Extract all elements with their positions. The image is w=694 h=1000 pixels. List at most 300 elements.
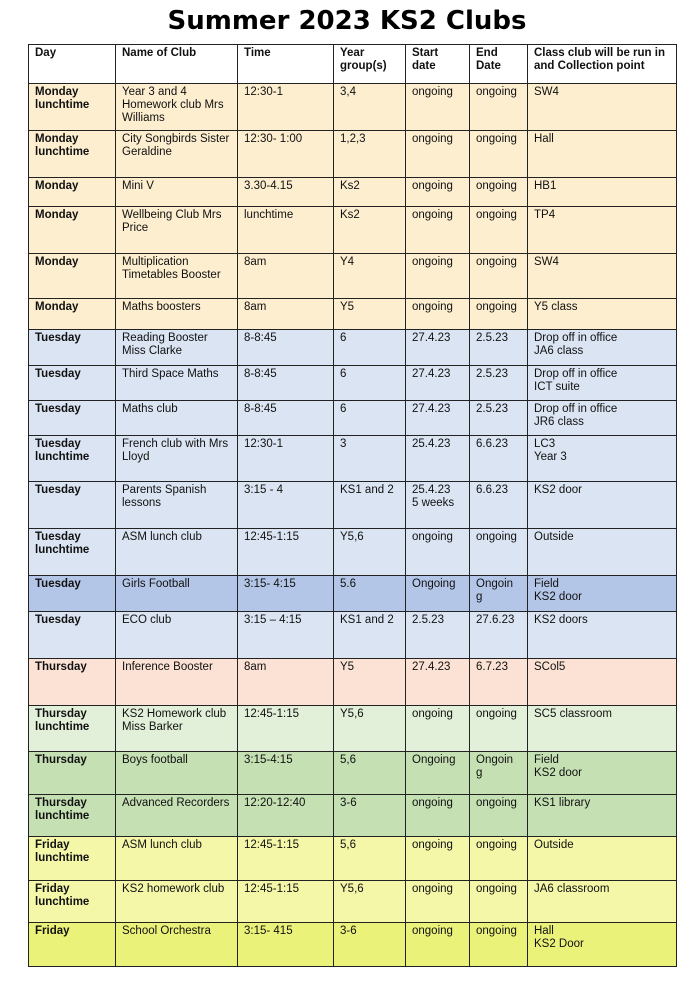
time-cell-text: 12:45-1:15 [244,531,299,543]
start-date-cell [406,131,470,178]
start-date-cell [406,254,470,299]
day-cell [29,529,116,576]
time-cell [238,576,334,612]
day-cell-text: Tuesday [35,332,81,344]
year-group-cell-text: Ks2 [340,180,360,192]
club-name-cell-text: Inference Booster [122,661,213,673]
club-name-cell-text: ASM lunch club [122,839,202,851]
club-name-cell-text: Advanced Recorders [122,797,230,809]
year-group-cell-text: 5,6 [340,839,356,851]
end-date-cell-text: ongoing [476,86,517,98]
club-name-cell [116,366,238,401]
clubs-table [28,44,677,967]
end-date-cell-text: ongoing [476,531,517,543]
end-date-cell [470,436,528,482]
collection-point-cell-text: KS2 doors [534,614,588,626]
day-cell [29,366,116,401]
collection-point-cell-text: SCol5 [534,661,566,673]
header-start-date: Start date [406,45,470,84]
club-name-cell [116,401,238,436]
start-date-cell-text: ongoing [412,256,453,268]
start-date-cell [406,436,470,482]
club-name-cell [116,612,238,659]
day-cell [29,299,116,330]
time-cell [238,254,334,299]
end-date-cell [470,795,528,837]
day-cell [29,612,116,659]
year-group-cell-text: 3-6 [340,925,357,937]
day-cell-text: Tuesday [35,578,81,590]
collection-point-cell [528,401,677,436]
end-date-cell-text: ongoing [476,209,517,221]
table-row [29,612,677,659]
start-date-cell [406,178,470,207]
start-date-cell [406,401,470,436]
end-date-cell [470,837,528,881]
end-date-cell-text: 2.5.23 [476,332,508,344]
end-date-cell [470,254,528,299]
end-date-cell [470,366,528,401]
club-name-cell-text: Girls Football [122,578,190,590]
end-date-cell-text: 6.7.23 [476,661,508,673]
end-date-cell [470,923,528,967]
time-cell-text: 12:45-1:15 [244,883,299,895]
collection-point-cell-text: SW4 [534,86,559,98]
collection-point-cell-text: Drop off in office JR6 class [534,403,618,428]
table-row [29,529,677,576]
club-name-cell [116,752,238,795]
club-name-cell-text: School Orchestra [122,925,211,937]
day-cell [29,659,116,706]
table-row [29,366,677,401]
day-cell [29,795,116,837]
year-group-cell-text: 3 [340,438,347,450]
header-day: Day [29,45,116,84]
club-name-cell-text: Parents Spanish lessons [122,484,207,509]
collection-point-cell-text: SW4 [534,256,559,268]
year-group-cell [334,131,406,178]
year-group-cell [334,84,406,131]
day-cell-text: Monday [35,180,79,192]
day-cell-text: Tuesday [35,614,81,626]
end-date-cell [470,576,528,612]
collection-point-cell [528,529,677,576]
start-date-cell [406,299,470,330]
club-name-cell-text: Reading Booster Miss Clarke [122,332,208,357]
time-cell [238,612,334,659]
start-date-cell [406,207,470,254]
club-name-cell [116,178,238,207]
end-date-cell-text: ongoing [476,708,517,720]
club-name-cell [116,84,238,131]
end-date-cell [470,299,528,330]
end-date-cell-text: Ongoin g [476,578,514,603]
year-group-cell [334,299,406,330]
start-date-cell [406,752,470,795]
start-date-cell [406,612,470,659]
year-group-cell-text: 5.6 [340,578,356,590]
collection-point-cell [528,706,677,752]
table-row [29,330,677,366]
year-group-cell [334,612,406,659]
table-row [29,207,677,254]
day-cell [29,881,116,923]
time-cell [238,436,334,482]
day-cell [29,207,116,254]
end-date-cell [470,752,528,795]
start-date-cell [406,923,470,967]
table-row [29,752,677,795]
collection-point-cell-text: Hall [534,133,554,145]
club-name-cell [116,576,238,612]
collection-point-cell-text: Outside [534,839,574,851]
day-cell [29,401,116,436]
table-row [29,178,677,207]
year-group-cell-text: Ks2 [340,209,360,221]
year-group-cell-text: 6 [340,368,347,380]
day-cell-text: Friday lunchtime [35,839,90,864]
year-group-cell-text: Y5,6 [340,883,364,895]
collection-point-cell [528,178,677,207]
day-cell [29,752,116,795]
day-cell [29,436,116,482]
end-date-cell-text: ongoing [476,301,517,313]
start-date-cell-text: ongoing [412,209,453,221]
time-cell [238,366,334,401]
start-date-cell [406,330,470,366]
collection-point-cell-text: Drop off in office ICT suite [534,368,618,393]
time-cell-text: 12:30-1 [244,438,284,450]
header-row [29,45,677,84]
year-group-cell-text: 6 [340,403,347,415]
collection-point-cell-text: KS2 door [534,484,582,496]
day-cell [29,131,116,178]
time-cell [238,299,334,330]
time-cell-text: 3:15 – 4:15 [244,614,302,626]
collection-point-cell [528,84,677,131]
club-name-cell-text: French club with Mrs Lloyd [122,438,229,463]
time-cell [238,795,334,837]
club-name-cell [116,659,238,706]
day-cell-text: Monday [35,209,79,221]
collection-point-cell [528,923,677,967]
year-group-cell-text: Y5 [340,661,355,673]
start-date-cell [406,881,470,923]
club-name-cell [116,529,238,576]
start-date-cell-text: ongoing [412,883,453,895]
day-cell [29,254,116,299]
page-title: Summer 2023 KS2 Clubs [167,6,527,36]
end-date-cell [470,401,528,436]
year-group-cell [334,401,406,436]
club-name-cell [116,330,238,366]
start-date-cell-text: ongoing [412,301,453,313]
day-cell-text: Tuesday lunchtime [35,531,90,556]
club-name-cell-text: City Songbirds Sister Geraldine [122,133,230,158]
year-group-cell-text: Y4 [340,256,355,268]
end-date-cell-text: 6.6.23 [476,484,508,496]
collection-point-cell [528,612,677,659]
time-cell [238,529,334,576]
club-name-cell [116,837,238,881]
collection-point-cell-text: KS1 library [534,797,591,809]
time-cell-text: 3:15- 415 [244,925,293,937]
start-date-cell-text: ongoing [412,180,453,192]
year-group-cell [334,752,406,795]
time-cell-text: 12:20-12:40 [244,797,306,809]
time-cell-text: 8am [244,661,267,673]
table-row [29,706,677,752]
header-time: Time [238,45,334,84]
time-cell [238,330,334,366]
year-group-cell [334,436,406,482]
end-date-cell [470,178,528,207]
day-cell-text: Tuesday [35,403,81,415]
time-cell-text: lunchtime [244,209,294,221]
start-date-cell-text: ongoing [412,839,453,851]
collection-point-cell [528,795,677,837]
day-cell [29,178,116,207]
header-collection-point: Class club will be run in and Collection point [528,45,677,84]
start-date-cell [406,795,470,837]
year-group-cell [334,576,406,612]
end-date-cell-text: ongoing [476,133,517,145]
day-cell-text: Friday [35,925,70,937]
start-date-cell [406,706,470,752]
club-name-cell [116,706,238,752]
end-date-cell-text: ongoing [476,256,517,268]
start-date-cell [406,84,470,131]
end-date-cell-text: Ongoin g [476,754,514,779]
time-cell [238,706,334,752]
day-cell-text: Friday lunchtime [35,883,90,908]
end-date-cell [470,131,528,178]
table-row [29,837,677,881]
collection-point-cell-text: SC5 classroom [534,708,612,720]
year-group-cell [334,207,406,254]
time-cell-text: 3:15 - 4 [244,484,283,496]
collection-point-cell [528,131,677,178]
day-cell [29,84,116,131]
club-name-cell [116,923,238,967]
collection-point-cell [528,330,677,366]
start-date-cell-text: ongoing [412,797,453,809]
end-date-cell [470,84,528,131]
table-row [29,299,677,330]
year-group-cell-text: 3-6 [340,797,357,809]
day-cell-text: Thursday lunchtime [35,797,90,822]
collection-point-cell-text: HB1 [534,180,557,192]
start-date-cell-text: 27.4.23 [412,368,451,380]
collection-point-cell-text: Field KS2 door [534,578,582,603]
club-name-cell-text: Year 3 and 4 Homework club Mrs Williams [122,86,224,124]
day-cell-text: Thursday [35,754,87,766]
club-name-cell-text: Boys football [122,754,188,766]
year-group-cell-text: KS1 and 2 [340,614,394,626]
day-cell-text: Tuesday [35,484,81,496]
start-date-cell-text: ongoing [412,133,453,145]
start-date-cell-text: ongoing [412,708,453,720]
start-date-cell [406,482,470,529]
time-cell-text: 12:30- 1:00 [244,133,303,145]
time-cell [238,401,334,436]
day-cell [29,706,116,752]
year-group-cell [334,482,406,529]
table-row [29,659,677,706]
end-date-cell [470,881,528,923]
table-row [29,84,677,131]
day-cell-text: Thursday [35,661,87,673]
time-cell [238,659,334,706]
day-cell-text: Tuesday lunchtime [35,438,90,463]
end-date-cell-text: 27.6.23 [476,614,515,626]
year-group-cell [334,659,406,706]
start-date-cell-text: Ongoing [412,754,456,766]
club-name-cell [116,795,238,837]
club-name-cell [116,254,238,299]
club-name-cell [116,436,238,482]
year-group-cell-text: Y5,6 [340,708,364,720]
club-name-cell [116,131,238,178]
year-group-cell-text: 6 [340,332,347,344]
year-group-cell [334,254,406,299]
collection-point-cell [528,881,677,923]
year-group-cell-text: Y5,6 [340,531,364,543]
collection-point-cell-text: Field KS2 door [534,754,582,779]
end-date-cell-text: ongoing [476,883,517,895]
time-cell [238,923,334,967]
collection-point-cell [528,254,677,299]
start-date-cell-text: 25.4.23 [412,438,451,450]
start-date-cell-text: 2.5.23 [412,614,444,626]
year-group-cell [334,529,406,576]
club-name-cell-text: Mini V [122,180,154,192]
start-date-cell [406,366,470,401]
club-name-cell-text: Maths club [122,403,178,415]
collection-point-cell [528,299,677,330]
club-name-cell-text: Wellbeing Club Mrs Price [122,209,222,234]
collection-point-cell [528,752,677,795]
time-cell-text: 12:45-1:15 [244,708,299,720]
club-name-cell-text: KS2 homework club [122,883,225,895]
time-cell-text: 8am [244,256,267,268]
collection-point-cell-text: Drop off in office JA6 class [534,332,618,357]
time-cell [238,482,334,529]
start-date-cell [406,659,470,706]
time-cell-text: 8-8:45 [244,403,277,415]
table-row [29,401,677,436]
year-group-cell-text: 1,2,3 [340,133,366,145]
end-date-cell [470,330,528,366]
time-cell [238,84,334,131]
year-group-cell [334,837,406,881]
start-date-cell-text: ongoing [412,925,453,937]
time-cell-text: 3.30-4.15 [244,180,293,192]
end-date-cell-text: ongoing [476,797,517,809]
time-cell-text: 8am [244,301,267,313]
start-date-cell-text: ongoing [412,531,453,543]
club-name-cell-text: Multiplication Timetables Booster [122,256,221,281]
end-date-cell [470,659,528,706]
start-date-cell [406,576,470,612]
collection-point-cell-text: Hall KS2 Door [534,925,584,950]
year-group-cell-text: 5,6 [340,754,356,766]
end-date-cell [470,207,528,254]
club-name-cell [116,207,238,254]
table-row [29,795,677,837]
time-cell [238,207,334,254]
table-row [29,482,677,529]
time-cell-text: 12:45-1:15 [244,839,299,851]
start-date-cell-text: 27.4.23 [412,403,451,415]
time-cell-text: 12:30-1 [244,86,284,98]
end-date-cell [470,482,528,529]
time-cell-text: 3:15- 4:15 [244,578,296,590]
club-name-cell-text: ASM lunch club [122,531,202,543]
end-date-cell-text: ongoing [476,839,517,851]
club-name-cell [116,881,238,923]
club-name-cell-text: Third Space Maths [122,368,219,380]
year-group-cell-text: KS1 and 2 [340,484,394,496]
end-date-cell-text: 6.6.23 [476,438,508,450]
day-cell-text: Thursday lunchtime [35,708,90,733]
start-date-cell-text: ongoing [412,86,453,98]
time-cell-text: 8-8:45 [244,332,277,344]
end-date-cell [470,612,528,659]
collection-point-cell [528,482,677,529]
header-end-date: End Date [470,45,528,84]
collection-point-cell-text: Y5 class [534,301,578,313]
table-row [29,254,677,299]
day-cell [29,923,116,967]
collection-point-cell [528,659,677,706]
table-row [29,923,677,967]
day-cell-text: Monday lunchtime [35,86,90,111]
year-group-cell [334,923,406,967]
table-row [29,131,677,178]
day-cell [29,576,116,612]
year-group-cell [334,330,406,366]
header-year-groups: Year group(s) [334,45,406,84]
end-date-cell [470,529,528,576]
year-group-cell [334,366,406,401]
collection-point-cell [528,366,677,401]
day-cell-text: Monday [35,301,79,313]
time-cell [238,131,334,178]
year-group-cell-text: Y5 [340,301,355,313]
day-cell-text: Monday [35,256,79,268]
end-date-cell-text: ongoing [476,180,517,192]
table-row [29,436,677,482]
year-group-cell [334,706,406,752]
year-group-cell [334,795,406,837]
start-date-cell-text: 25.4.23 5 weeks [412,484,455,509]
end-date-cell-text: ongoing [476,925,517,937]
end-date-cell-text: 2.5.23 [476,403,508,415]
collection-point-cell-text: Outside [534,531,574,543]
club-name-cell [116,482,238,529]
table-row [29,576,677,612]
collection-point-cell-text: JA6 classroom [534,883,610,895]
end-date-cell [470,706,528,752]
day-cell [29,837,116,881]
collection-point-cell [528,837,677,881]
day-cell-text: Monday lunchtime [35,133,90,158]
club-name-cell-text: KS2 Homework club Miss Barker [122,708,227,733]
year-group-cell [334,881,406,923]
year-group-cell [334,178,406,207]
collection-point-cell [528,576,677,612]
